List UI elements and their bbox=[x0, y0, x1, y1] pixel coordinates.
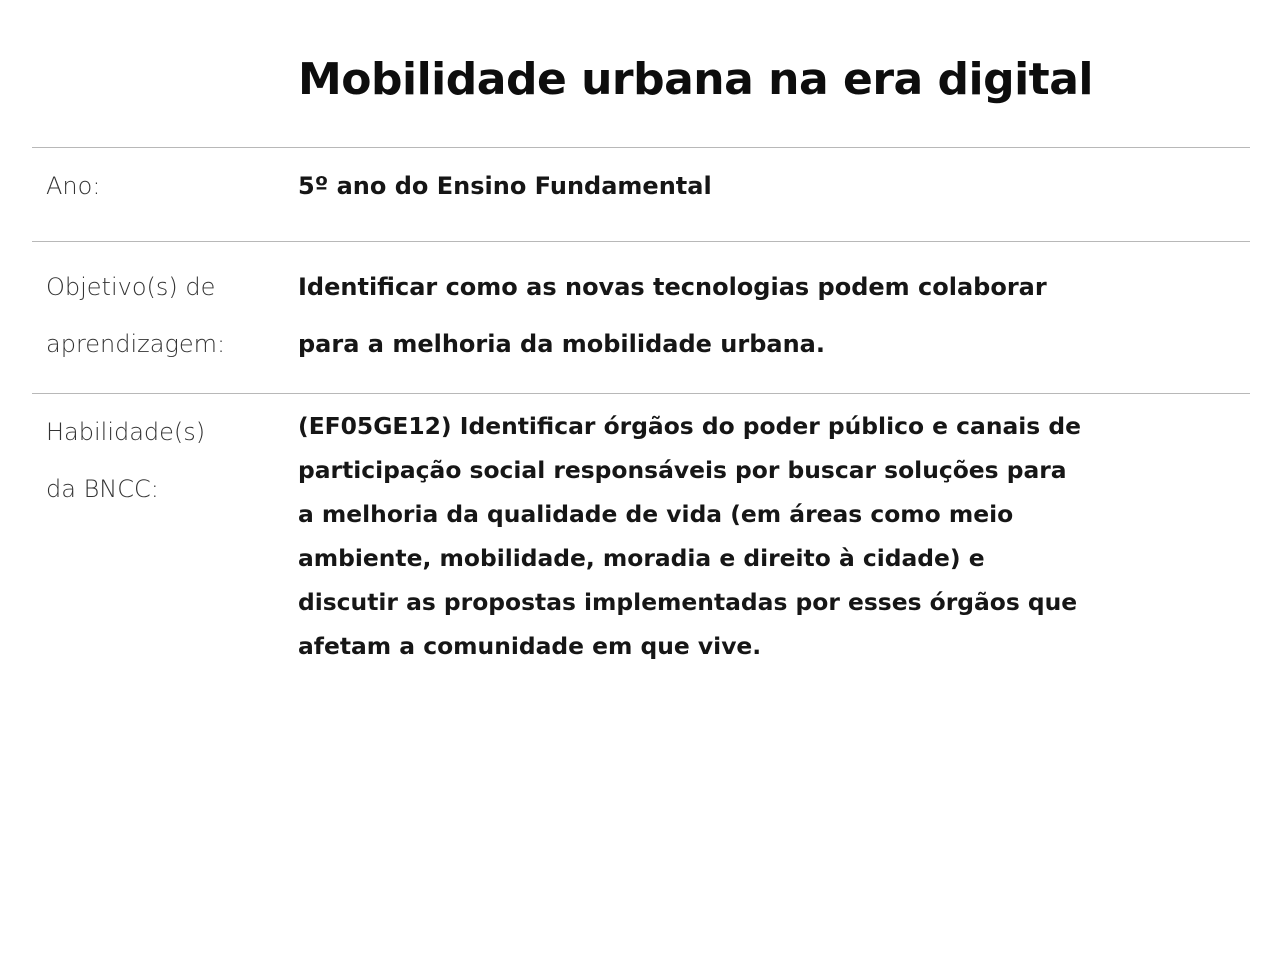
skills-label bbox=[46, 404, 286, 518]
year-value-line: 5º ano do Ensino Fundamental bbox=[298, 172, 712, 200]
skills-value-line: ambiente, mobilidade, moradia e direito à cidade) e bbox=[298, 544, 985, 572]
objectives-value-line: para a melhoria da mobilidade urbana. bbox=[298, 330, 825, 358]
skills-value-line: a melhoria da qualidade de vida (em áreas como meio bbox=[298, 500, 1014, 528]
objectives-label-line: Objetivo(s) de bbox=[46, 273, 216, 301]
objectives-label-line: aprendizagem: bbox=[46, 330, 226, 358]
objectives-value-line: Identificar como as novas tecnologias podem colaborar bbox=[298, 273, 1047, 301]
divider bbox=[32, 393, 1250, 394]
skills-label-line: da BNCC: bbox=[46, 475, 159, 503]
page-title: Mobilidade urbana na era digital bbox=[298, 54, 1093, 105]
skills-value-line: discutir as propostas implementadas por esses órgãos que bbox=[298, 588, 1078, 616]
skills-label-line: Habilidade(s) bbox=[46, 418, 206, 446]
year-label-line: Ano: bbox=[46, 172, 101, 200]
year-label bbox=[46, 166, 286, 206]
skills-value-line: afetam a comunidade em que vive. bbox=[298, 632, 762, 660]
year-value bbox=[298, 166, 1238, 206]
skills-value bbox=[298, 404, 1238, 668]
divider bbox=[32, 241, 1250, 242]
divider bbox=[32, 147, 1250, 148]
objectives-label bbox=[46, 259, 286, 373]
skills-value-line: (EF05GE12) Identificar órgãos do poder público e canais de bbox=[298, 412, 1081, 440]
objectives-value bbox=[298, 259, 1238, 373]
skills-value-line: participação social responsáveis por buscar soluções para bbox=[298, 456, 1067, 484]
